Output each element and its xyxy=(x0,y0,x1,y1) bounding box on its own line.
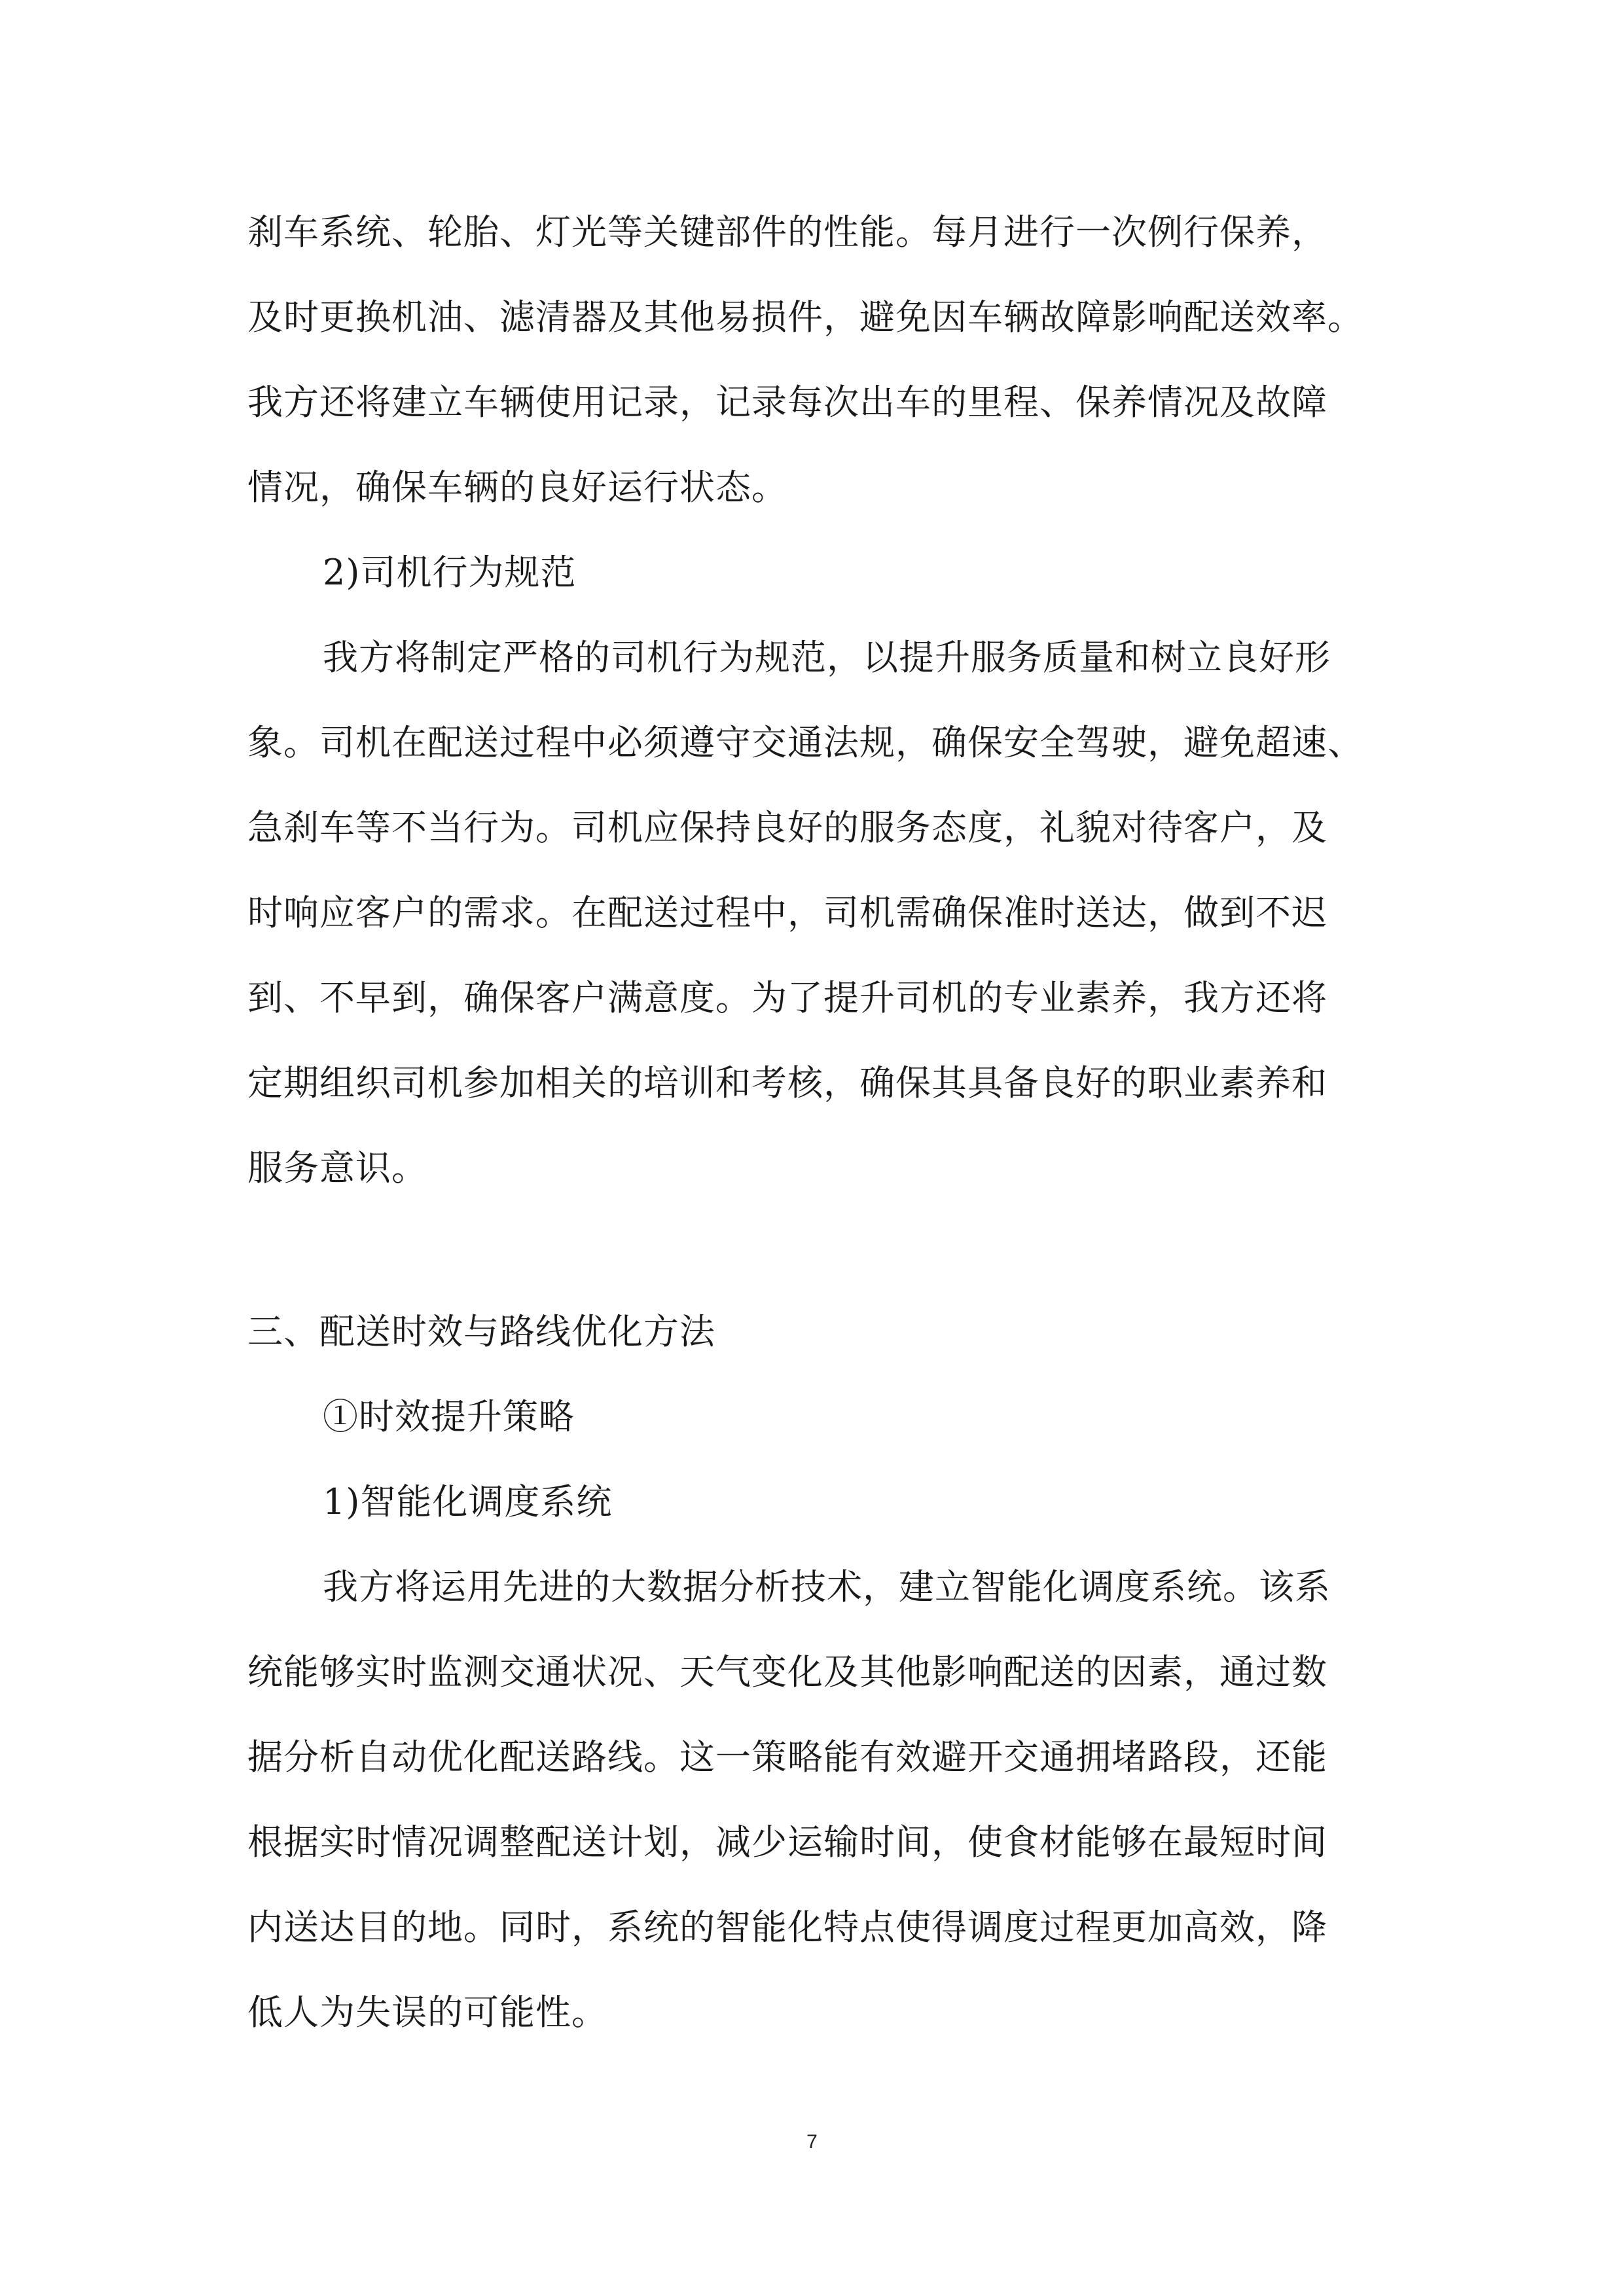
paragraph-smart-dispatch xyxy=(247,1545,1380,2055)
paragraph-line: 急刹车等不当行为。司机应保持良好的服务态度，礼貌对待客户，及 xyxy=(247,807,1327,848)
paragraph-line: 定期组织司机参加相关的培训和考核，确保其具备良好的职业素养和 xyxy=(247,1062,1327,1103)
paragraph-line: 我方还将建立车辆使用记录，记录每次出车的里程、保养情况及故障 xyxy=(247,382,1327,423)
section-spacer xyxy=(247,1211,1380,1289)
page-number: 7 xyxy=(806,2131,818,2153)
paragraph-line: 低人为失误的可能性。 xyxy=(247,1992,607,2033)
paragraph-line: 内送达目的地。同时，系统的智能化特点使得调度过程更加高效，降 xyxy=(247,1907,1327,1948)
paragraph-line: 我方将运用先进的大数据分析技术，建立智能化调度系统。该系 xyxy=(323,1566,1331,1607)
page-content xyxy=(247,190,1380,2055)
subheading-smart-dispatch: 1)智能化调度系统 xyxy=(323,1481,613,1522)
paragraph-line: 情况，确保车辆的良好运行状态。 xyxy=(247,467,787,508)
paragraph-line: 根据实时情况调整配送计划，减少运输时间，使食材能够在最短时间 xyxy=(247,1821,1327,1863)
paragraph-line: 刹车系统、轮胎、灯光等关键部件的性能。每月进行一次例行保养， xyxy=(247,211,1327,253)
paragraph-line: 统能够实时监测交通状况、天气变化及其他影响配送的因素，通过数 xyxy=(247,1651,1327,1693)
subsection-heading: ①时效提升策略 xyxy=(323,1396,575,1437)
paragraph-vehicle-maintenance xyxy=(247,190,1380,530)
paragraph-line: 服务意识。 xyxy=(247,1147,427,1189)
paragraph-line: 我方将制定严格的司机行为规范，以提升服务质量和树立良好形 xyxy=(323,637,1331,678)
paragraph-line: 象。司机在配送过程中必须遵守交通法规，确保安全驾驶，避免超速、 xyxy=(247,722,1363,763)
paragraph-line: 时响应客户的需求。在配送过程中，司机需确保准时送达，做到不迟 xyxy=(247,892,1327,933)
paragraph-line: 及时更换机油、滤清器及其他易损件，避免因车辆故障影响配送效率。 xyxy=(247,296,1363,338)
paragraph-driver-conduct xyxy=(247,615,1380,1211)
section-heading: 三、配送时效与路线优化方法 xyxy=(247,1311,715,1352)
subheading-driver-conduct: 2)司机行为规范 xyxy=(323,552,577,593)
paragraph-line: 据分析自动优化配送路线。这一策略能有效避开交通拥堵路段，还能 xyxy=(247,1736,1327,1778)
paragraph-line: 到、不早到，确保客户满意度。为了提升司机的专业素养，我方还将 xyxy=(247,977,1327,1018)
